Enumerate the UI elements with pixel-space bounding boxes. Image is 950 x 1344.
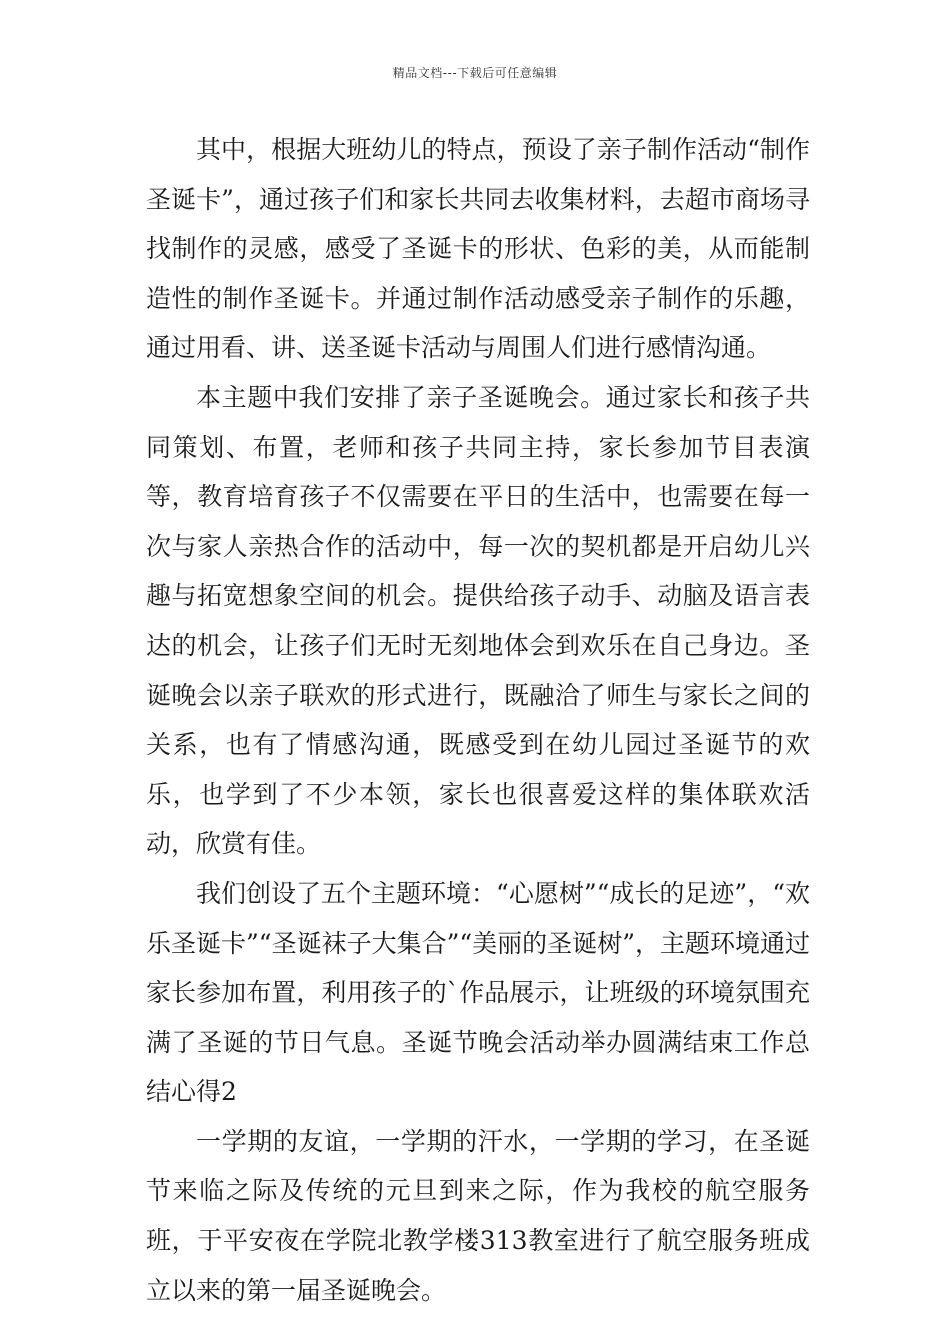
document-body — [146, 125, 810, 1315]
paragraph-3: 我们创设了五个主题环境：“心愿树”“成长的足迹”，“欢乐圣诞卡”“圣诞袜子大集合”“美丽的圣诞树”，主题环境通过家长参加布置，利用孩子的`作品展示，让班级的环境氛围充满了圣诞的节日气息。圣诞节晚会活动举办圆满结束工作总结心得2 — [146, 878, 810, 1107]
paragraph-1: 其中，根据大班幼儿的特点，预设了亲子制作活动“制作圣诞卡”，通过孩子们和家长共同去收集材料，去超市商场寻找制作的灵感，感受了圣诞卡的形状、色彩的美，从而能制造性的制作圣诞卡。并通过制作活动感受亲子制作的乐趣，通过用看、讲、送圣诞卡活动与周围人们进行感情沟通。 — [146, 135, 810, 363]
paragraph-2: 本主题中我们安排了亲子圣诞晚会。通过家长和孩子共同策划、布置，老师和孩子共同主持，家长参加节目表演等，教育培育孩子不仅需要在平日的生活中，也需要在每一次与家人亲热合作的活动中，每一次的契机都是开启幼儿兴趣与拓宽想象空间的机会。提供给孩子动手、动脑及语言表达的机会，让孩子们无时无刻地体会到欢乐在自己身边。圣诞晚会以亲子联欢的形式进行，既融洽了师生与家长之间的关系，也有了情感沟通，既感受到在幼儿园过圣诞节的欢乐，也学到了不少本领，家长也很喜爱这样的集体联欢活动，欣赏有佳。 — [146, 382, 810, 859]
page-header: 精品文档---下载后可任意编辑 — [392, 66, 558, 80]
paragraph-4: 一学期的友谊，一学期的汗水，一学期的学习，在圣诞节来临之际及传统的元旦到来之际，作为我校的航空服务班，于平安夜在学院北教学楼313教室进行了航空服务班成立以来的第一届圣诞晚会。 — [146, 1126, 810, 1305]
